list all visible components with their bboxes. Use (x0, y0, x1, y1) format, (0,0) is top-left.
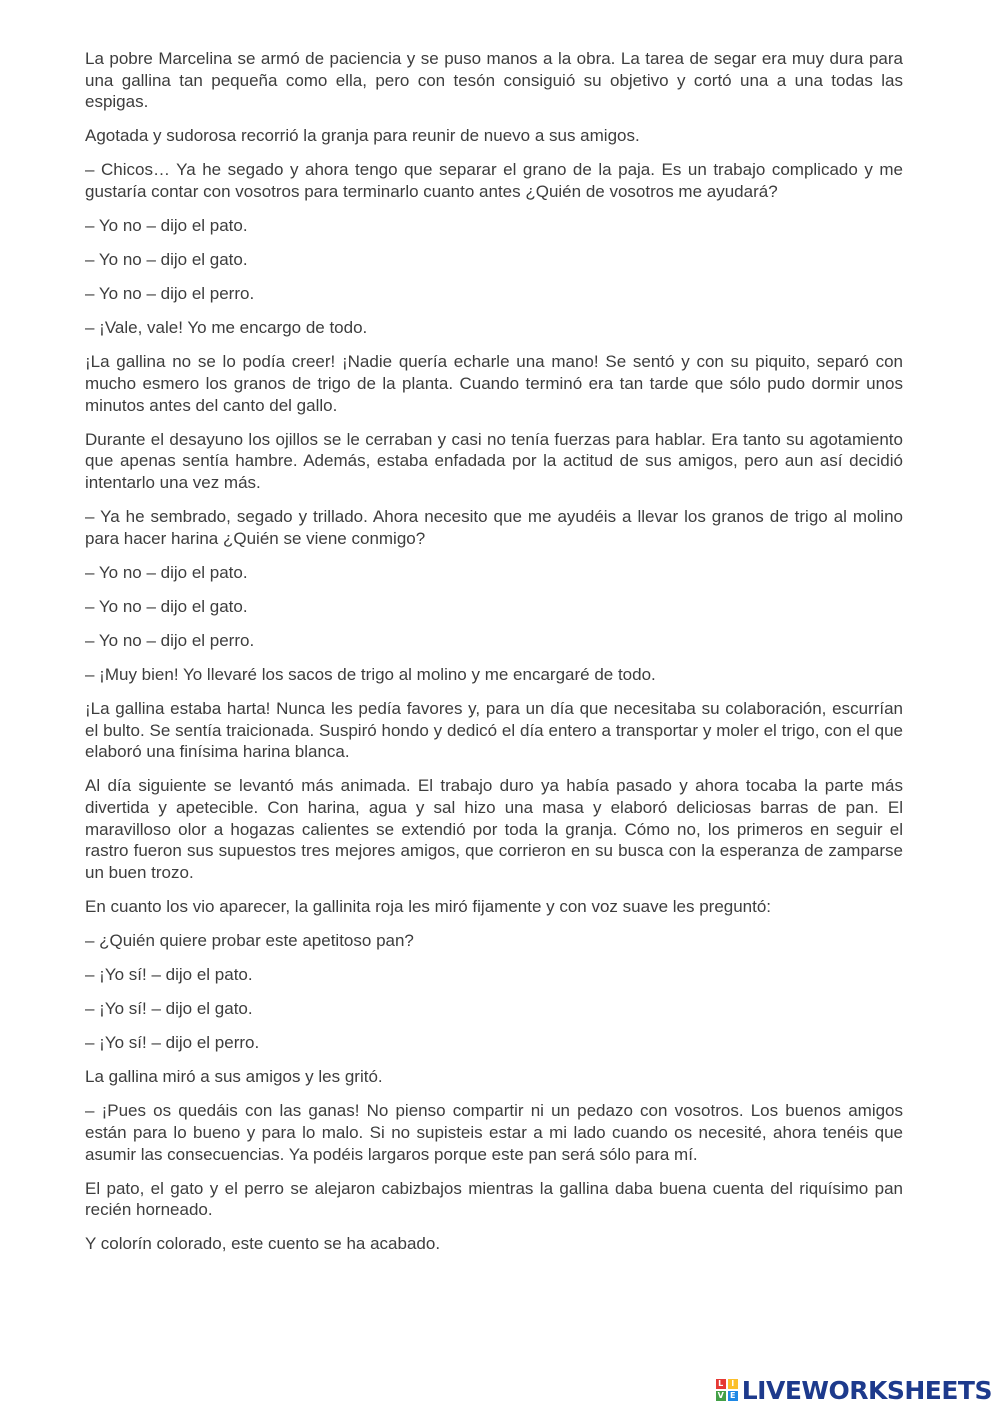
logo-square: V (717, 1391, 724, 1400)
paragraph: Durante el desayuno los ojillos se le cerraban y casi no tenía fuerzas para hablar. Era tanto su agotamiento que apenas sentía hambre. Además, estaba enfadada por la actitud de sus amigos, pero aun así decidió intentarlo una vez más. (85, 429, 903, 492)
paragraph: Al día siguiente se levantó más animada. El trabajo duro ya había pasado y ahora tocaba la parte más divertida y apetecible. Con harina, agua y sal hizo una masa y elaboró deliciosas barras de pan. El maravilloso olor a hogazas calientes se extendió por toda la granja. Cómo no, los primeros en seguir el rastro fueron sus supuestos tres mejores amigos, que corrieron en su busca con la esperanza de zamparse un buen trozo. (85, 776, 903, 882)
paragraph: – Chicos… Ya he segado y ahora tengo que separar el grano de la paja. Es un trabajo complicado y me gustaría contar con vosotros para terminarlo cuanto antes ¿Quién de vosotros me ayudará? (85, 160, 903, 201)
paragraph: – ¡Yo sí! – dijo el perro. (85, 1033, 260, 1053)
paragraph: – ¡Yo sí! – dijo el gato. (85, 999, 253, 1019)
paragraph: – ¿Quién quiere probar este apetitoso pan? (85, 930, 414, 950)
paragraph: ¡La gallina estaba harta! Nunca les pedía favores y, para un día que necesitaba su colaboración, escurrían el bulto. Se sentía traicionada. Suspiró hondo y dedicó el día entero a transportar y moler el trigo, con el que elaboró una finísima harina blanca. (85, 699, 903, 762)
paragraph: – Yo no – dijo el pato. (85, 216, 248, 236)
logo-text: LIVEWORKSHEETS (741, 1375, 992, 1405)
story-text (85, 48, 903, 1267)
paragraph: – Yo no – dijo el gato. (85, 596, 248, 616)
paragraph: Y colorín colorado, este cuento se ha acabado. (85, 1234, 441, 1254)
paragraph: La gallina miró a sus amigos y les gritó. (85, 1067, 383, 1087)
paragraph: – ¡Muy bien! Yo llevaré los sacos de trigo al molino y me encargaré de todo. (85, 664, 656, 684)
logo-square: I (728, 1379, 738, 1389)
paragraph: – Yo no – dijo el perro. (85, 630, 255, 650)
paragraph: Agotada y sudorosa recorrió la granja para reunir de nuevo a sus amigos. (85, 126, 640, 146)
paragraph: – ¡Vale, vale! Yo me encargo de todo. (85, 318, 368, 338)
paragraph: La pobre Marcelina se armó de paciencia y se puso manos a la obra. La tarea de segar era muy dura para una gallina tan pequeña como ella, pero con tesón consiguió su objetivo y cortó una a una todas las espigas. (85, 49, 903, 112)
paragraph: – Yo no – dijo el pato. (85, 562, 248, 582)
paragraph: – Yo no – dijo el gato. (85, 250, 248, 270)
logo-square: E (728, 1391, 738, 1401)
paragraph: – ¡Pues os quedáis con las ganas! No pienso compartir ni un pedazo con vosotros. Los buenos amigos están para lo bueno y para lo malo. Si no supisteis estar a mi lado cuando os necesité, ahora tenéis que asumir las consecuencias. Ya podéis largaros porque este pan será sólo para mí. (85, 1101, 903, 1164)
paragraph: En cuanto los vio aparecer, la gallinita roja les miró fijamente y con voz suave les preguntó: (85, 896, 772, 916)
logo-squares-icon (716, 1379, 738, 1401)
paragraph: ¡La gallina no se lo podía creer! ¡Nadie quería echarle una mano! Se sentó y con su piquito, separó con mucho esmero los granos de trigo de la planta. Cuando terminó era tan tarde que sólo pudo dormir unos minutos antes del canto del gallo. (85, 352, 903, 415)
logo-square: L (716, 1379, 726, 1389)
paragraph: El pato, el gato y el perro se alejaron cabizbajos mientras la gallina daba buena cuenta del riquísimo pan recién horneado. (85, 1178, 903, 1220)
paragraph: – Yo no – dijo el perro. (85, 284, 255, 304)
paragraph: – ¡Yo sí! – dijo el pato. (85, 965, 253, 984)
liveworksheets-logo (716, 1375, 992, 1405)
paragraph: – Ya he sembrado, segado y trillado. Ahora necesito que me ayudéis a llevar los granos de trigo al molino para hacer harina ¿Quién se viene conmigo? (85, 507, 903, 548)
